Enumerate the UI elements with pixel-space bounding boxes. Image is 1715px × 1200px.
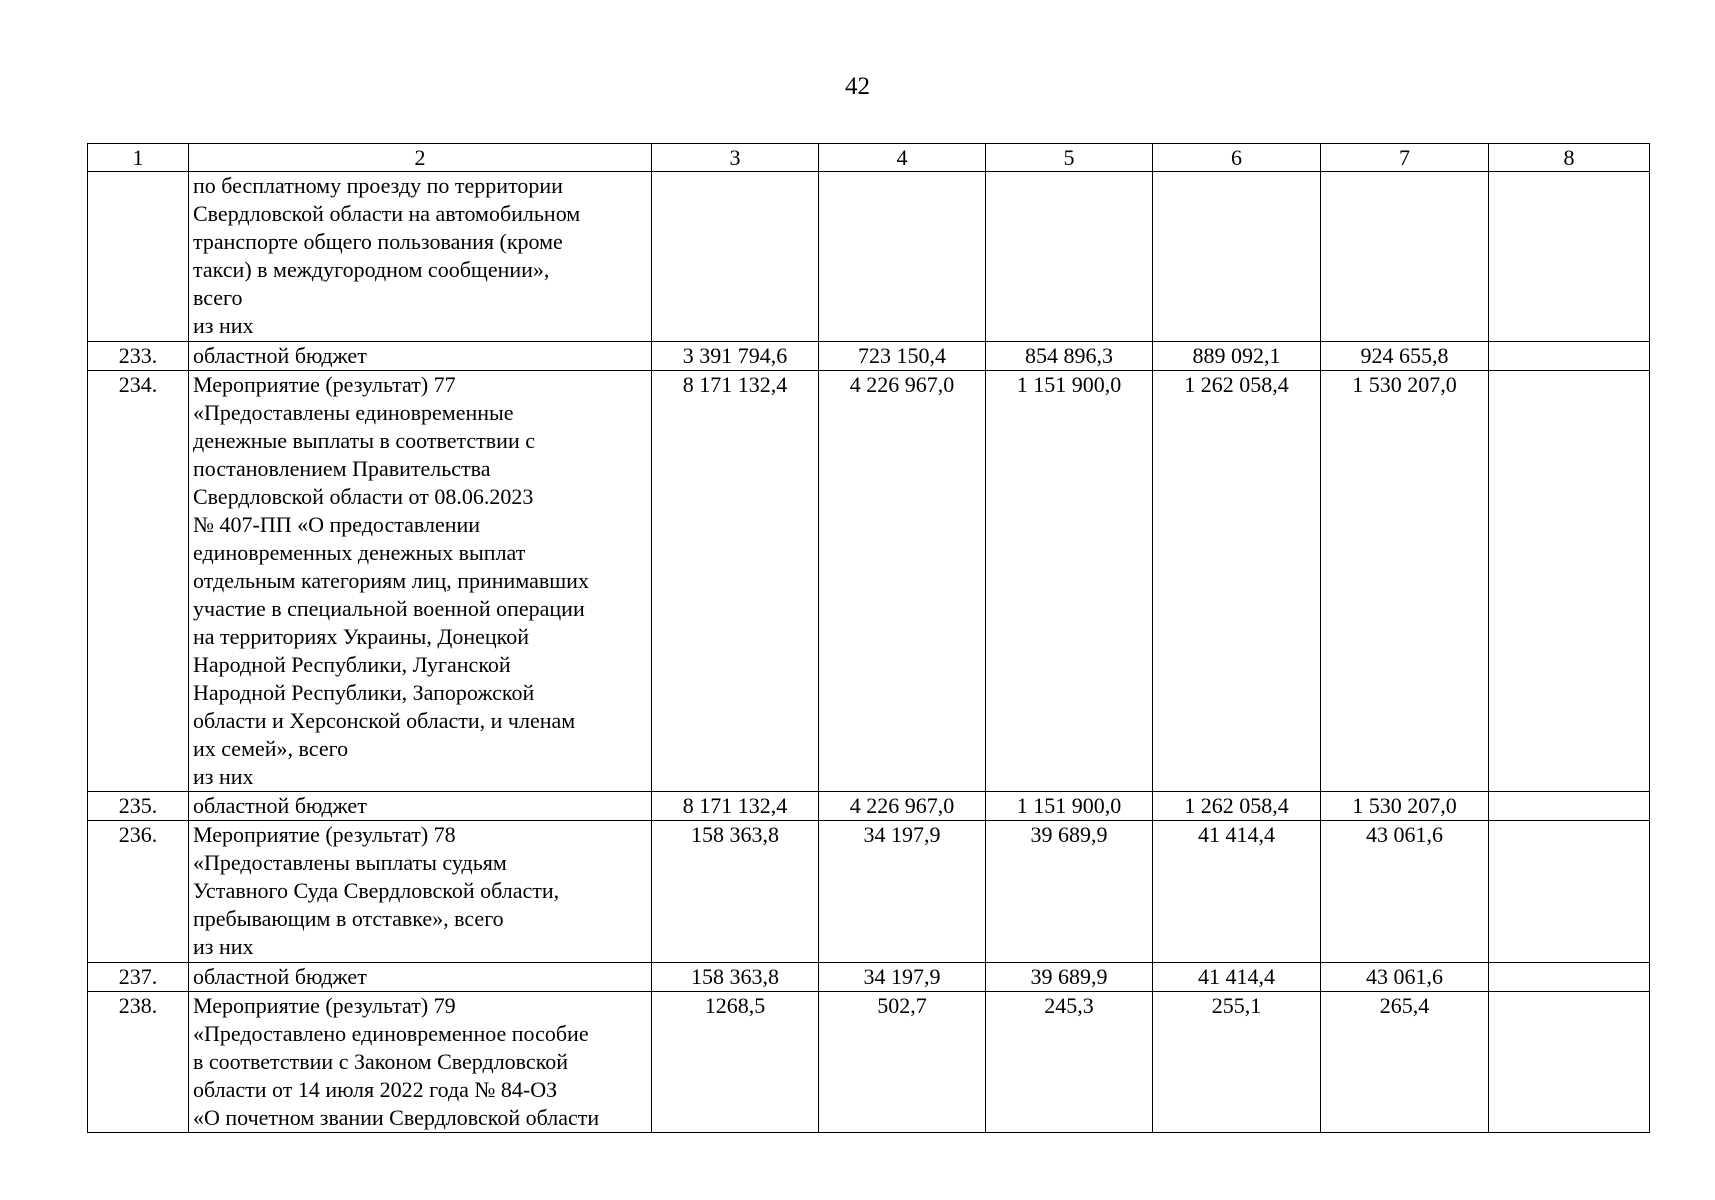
value-cell: [819, 172, 986, 342]
value-cell: 723 150,4: [819, 342, 986, 371]
row-number: 234.: [88, 371, 189, 792]
value-cell: 1 530 207,0: [1321, 371, 1489, 792]
value-cell: 1 151 900,0: [986, 371, 1153, 792]
value-cell: [1321, 172, 1489, 342]
table-row: [88, 992, 1650, 1133]
row-description: областной бюджет: [189, 792, 652, 821]
value-cell: 1 262 058,4: [1153, 371, 1321, 792]
value-cell: 3 391 794,6: [652, 342, 819, 371]
row-description: областной бюджет: [189, 342, 652, 371]
row-number: 233.: [88, 342, 189, 371]
row-number: 236.: [88, 821, 189, 963]
column-header: 8: [1489, 144, 1650, 172]
value-cell: 265,4: [1321, 992, 1489, 1133]
value-cell: 8 171 132,4: [652, 371, 819, 792]
value-cell: 1 151 900,0: [986, 792, 1153, 821]
page-number: 42: [845, 73, 870, 100]
value-cell: 245,3: [986, 992, 1153, 1133]
row-description: Мероприятие (результат) 79 «Предоставлено единовременное пособие в соответствии с Законом Свердловской области от 14 июля 2022 года № 84-ОЗ «О почетном звании Свердловской области: [189, 992, 652, 1133]
value-cell: 255,1: [1153, 992, 1321, 1133]
row-description: Мероприятие (результат) 78 «Предоставлены выплаты судьям Уставного Суда Свердловской области, пребывающим в отставке», всего из них: [189, 821, 652, 963]
row-number: 235.: [88, 792, 189, 821]
value-cell: [1489, 821, 1650, 963]
value-cell: 502,7: [819, 992, 986, 1133]
value-cell: 39 689,9: [986, 963, 1153, 992]
column-numbers-row: [88, 144, 1650, 172]
row-description: по бесплатному проезду по территории Свердловской области на автомобильном транспорте общего пользования (кроме такси) в междугородном сообщении», всего из них: [189, 172, 652, 342]
value-cell: [1489, 963, 1650, 992]
value-cell: 41 414,4: [1153, 963, 1321, 992]
value-cell: 158 363,8: [652, 821, 819, 963]
value-cell: 158 363,8: [652, 963, 819, 992]
column-header: 3: [652, 144, 819, 172]
value-cell: 39 689,9: [986, 821, 1153, 963]
value-cell: [652, 172, 819, 342]
value-cell: 854 896,3: [986, 342, 1153, 371]
table-row: [88, 792, 1650, 821]
value-cell: 8 171 132,4: [652, 792, 819, 821]
value-cell: 1 262 058,4: [1153, 792, 1321, 821]
column-header: 7: [1321, 144, 1489, 172]
table-row: [88, 342, 1650, 371]
column-header: 5: [986, 144, 1153, 172]
value-cell: 43 061,6: [1321, 821, 1489, 963]
value-cell: 1268,5: [652, 992, 819, 1133]
value-cell: [1489, 172, 1650, 342]
column-header: 1: [88, 144, 189, 172]
column-header: 6: [1153, 144, 1321, 172]
table-row: [88, 821, 1650, 963]
value-cell: [986, 172, 1153, 342]
row-number: 238.: [88, 992, 189, 1133]
value-cell: 924 655,8: [1321, 342, 1489, 371]
table-row: [88, 172, 1650, 342]
row-description: Мероприятие (результат) 77 «Предоставлены единовременные денежные выплаты в соответствии с постановлением Правительства Свердловской области от 08.06.2023 № 407-ПП «О предоставлении единовременных денежных выплат отдельным категориям лиц, принимавших участие в специальной военной операции на территориях Украины, Донецкой Народной Республики, Луганской Народной Республики, Запорожской области и Херсонской области, и членам их семей», всего из них: [189, 371, 652, 792]
value-cell: [1489, 342, 1650, 371]
table-row: [88, 963, 1650, 992]
value-cell: 889 092,1: [1153, 342, 1321, 371]
value-cell: [1489, 792, 1650, 821]
value-cell: [1489, 992, 1650, 1133]
column-header: 2: [189, 144, 652, 172]
budget-table: [87, 143, 1650, 1133]
value-cell: 34 197,9: [819, 821, 986, 963]
value-cell: 1 530 207,0: [1321, 792, 1489, 821]
value-cell: [1489, 371, 1650, 792]
table-row: [88, 371, 1650, 792]
row-number: 237.: [88, 963, 189, 992]
value-cell: 43 061,6: [1321, 963, 1489, 992]
value-cell: 4 226 967,0: [819, 371, 986, 792]
row-number: [88, 172, 189, 342]
value-cell: 34 197,9: [819, 963, 986, 992]
value-cell: 4 226 967,0: [819, 792, 986, 821]
row-description: областной бюджет: [189, 963, 652, 992]
value-cell: 41 414,4: [1153, 821, 1321, 963]
value-cell: [1153, 172, 1321, 342]
column-header: 4: [819, 144, 986, 172]
